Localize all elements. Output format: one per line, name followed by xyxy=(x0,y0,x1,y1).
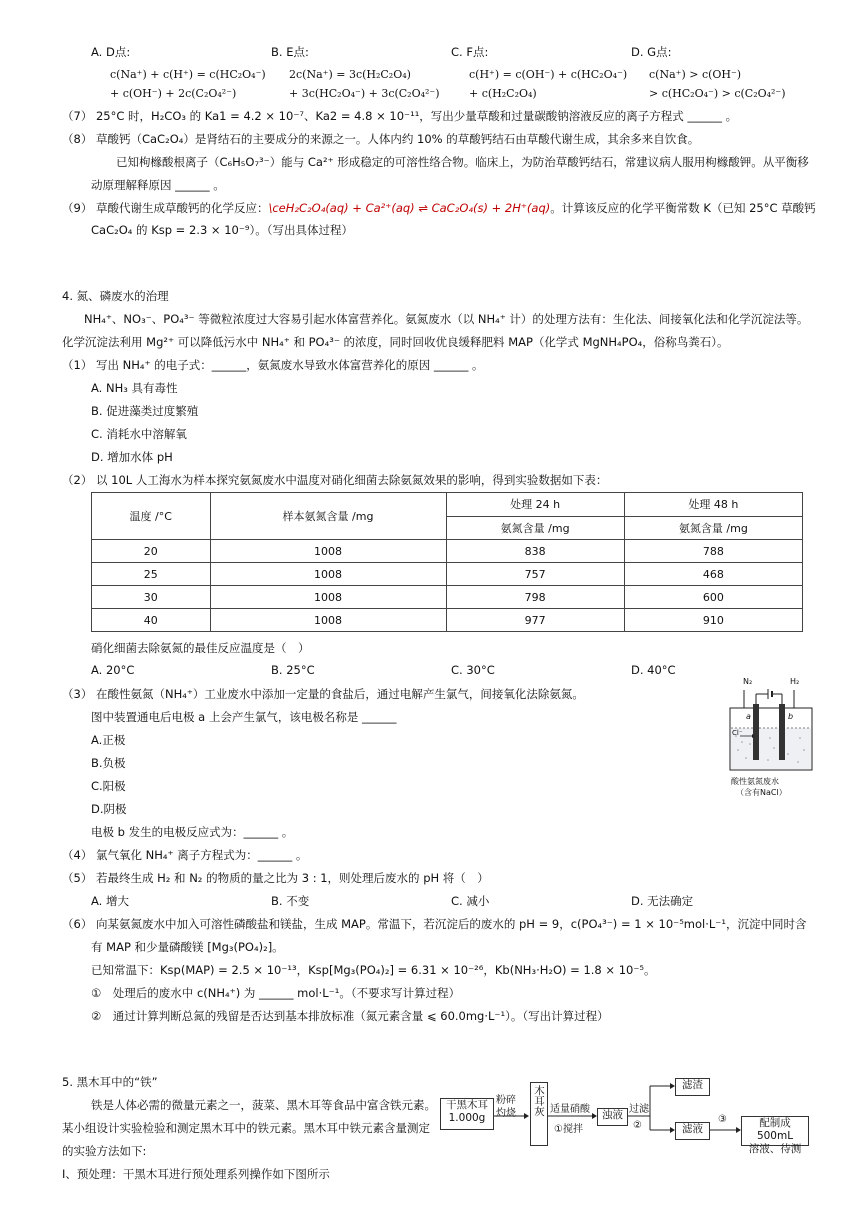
section-5-para3: 的实验方法如下: xyxy=(62,1144,147,1158)
flow-start-mass: 1.000g xyxy=(448,1112,486,1124)
s4-q2-option-a: A. 20°C xyxy=(91,663,135,677)
s4-q2-option-b: B. 25°C xyxy=(271,663,315,677)
option-a-line2: + c(OH⁻) + 2c(C₂O₄²⁻) xyxy=(110,87,237,100)
section-4-para1: NH₄⁺、NO₃⁻、PO₄³⁻ 等微粒浓度过大容易引起水体富营养化。氨氮废水（以 NH₄⁺ 计）的处理方法有：生化法、间接氧化法和化学沉淀法等。 xyxy=(84,312,809,326)
s4-q3-option-b: B.负极 xyxy=(91,756,126,770)
section-5-para2: 某小组设计实验检验和测定黑木耳中的铁元素。黑木耳中铁元素含量测定 xyxy=(62,1121,430,1135)
flow-start-label: 干黑木耳 xyxy=(446,1099,488,1111)
s4-question-5: （5） 若最终生成 H₂ 和 N₂ 的物质的量之比为 3 : 1，则处理后废水的 pH 将（ ） xyxy=(62,871,489,885)
s4-q3-line2: 图中装置通电后电极 a 上会产生氯气，该电极名称是 ______ xyxy=(91,710,397,724)
data-table xyxy=(91,492,803,632)
s4-q3-option-a: A.正极 xyxy=(91,733,126,747)
section-4-title: 4. 氮、磷废水的治理 xyxy=(62,289,169,303)
s4-question-4: （4） 氯气氧化 NH₄⁺ 离子方程式为：______ 。 xyxy=(62,848,308,862)
option-b-line1: 2c(Na⁺) = 3c(H₂C₂O₄) xyxy=(289,68,411,81)
electrode-a-label: a xyxy=(746,712,751,721)
table-subheader-24h: 氨氮含量 /mg xyxy=(446,516,624,540)
option-d: D. G点: xyxy=(631,45,672,59)
table-subheader-48h: 氨氮含量 /mg xyxy=(624,516,802,540)
table-cell: 30 xyxy=(92,586,211,609)
question-9-equation: \ceH₂C₂O₄(aq) + Ca²⁺(aq) ⇌ CaC₂O₄(s) + 2H⁺(aq) xyxy=(268,201,551,215)
option-a: A. D点: xyxy=(91,45,131,59)
table-row xyxy=(92,563,803,586)
table-cell: 1008 xyxy=(210,609,446,632)
table-cell: 977 xyxy=(446,609,624,632)
flow-diagram xyxy=(440,1072,810,1155)
question-9-line1 xyxy=(62,200,816,216)
s4-q1-option-b: B. 促进藻类过度繁殖 xyxy=(91,404,199,418)
flow-filter-num: ② xyxy=(633,1120,642,1131)
option-c-line1: c(H⁺) = c(OH⁻) + c(HC₂O₄⁻) xyxy=(469,68,628,81)
s4-q1-option-a: A. NH₃ 具有毒性 xyxy=(91,381,178,395)
table-header-temp: 温度 /°C xyxy=(92,493,211,540)
section-5-title: 5. 黑木耳中的“铁” xyxy=(62,1075,158,1089)
table-row xyxy=(92,609,803,632)
figure-caption-2: （含有NaCl） xyxy=(736,788,787,797)
flow-turbid-box xyxy=(597,1108,628,1126)
electrolysis-figure xyxy=(726,677,818,798)
s4-question-6-line1: （6） 向某氨氮废水中加入可溶性磷酸盐和镁盐，生成 MAP。常温下，若沉淀后的废水的 pH = 9，c(PO₄³⁻) = 1 × 10⁻⁵mol·L⁻¹，沉淀中同时含 xyxy=(62,917,807,931)
flow-step1-crush: 粉碎 xyxy=(496,1095,516,1106)
table-cell: 1008 xyxy=(210,540,446,563)
table-row xyxy=(92,586,803,609)
section-5-para1: 铁是人体必需的微量元素之一，菠菜、黑木耳等食品中富含铁元素。 xyxy=(91,1098,436,1112)
table-header-sample: 样本氨氮含量 /mg xyxy=(210,493,446,540)
flow-ash-box xyxy=(530,1082,548,1146)
flow-ash-label: 木耳灰 xyxy=(533,1085,545,1117)
table-row xyxy=(92,540,803,563)
table-header-24h: 处理 24 h xyxy=(446,493,624,517)
table-cell: 910 xyxy=(624,609,802,632)
s4-q5-option-d: D. 无法确定 xyxy=(631,894,694,908)
option-d-line2: > c(HC₂O₄⁻) > c(C₂O₄²⁻) xyxy=(649,87,786,100)
s4-q5-option-a: A. 增大 xyxy=(91,894,129,908)
flow-start-box xyxy=(440,1098,494,1130)
flow-final-line1: 配制成500mL xyxy=(756,1117,794,1142)
figure-caption-1: 酸性氨氮废水 xyxy=(731,777,779,786)
s4-q1-option-c: C. 消耗水中溶解氧 xyxy=(91,427,187,441)
option-b: B. E点: xyxy=(271,45,309,59)
option-d-line1: c(Na⁺) > c(OH⁻) xyxy=(649,68,742,81)
table-cell: 20 xyxy=(92,540,211,563)
flow-final-line2: 溶液、待测 xyxy=(748,1143,802,1155)
flow-acid-label: 适量硝酸 xyxy=(550,1104,590,1115)
flow-final-box xyxy=(741,1116,809,1155)
s4-question-6-line4: ① 处理后的废水中 c(NH₄⁺) 为 ______ mol·L⁻¹。（不要求写计算过程） xyxy=(91,986,461,1000)
flow-step3-label: ③ xyxy=(718,1114,727,1125)
flow-residue-box xyxy=(675,1078,710,1096)
question-9-lead: （9） 草酸代谢生成草酸钙的化学反应： xyxy=(62,201,269,215)
option-c: C. F点: xyxy=(451,45,489,59)
s4-question-3: （3） 在酸性氨氮（NH₄⁺）工业废水中添加一定量的食盐后，通过电解产生氯气，间接氧化法除氨氮。 xyxy=(62,687,584,701)
option-b-line2: + 3c(HC₂O₄⁻) + 3c(C₂O₄²⁻) xyxy=(289,87,440,100)
table-cell: 40 xyxy=(92,609,211,632)
question-8-line1: （8） 草酸钙（CaC₂O₄）是肾结石的主要成分的来源之一。人体内约 10% 的草酸钙结石由草酸代谢生成，其余多来自饮食。 xyxy=(62,132,700,146)
table-cell: 1008 xyxy=(210,563,446,586)
s4-q5-option-b: B. 不变 xyxy=(271,894,310,908)
s4-question-6-line2: 有 MAP 和少量磷酸镁 [Mg₃(PO₄)₂]。 xyxy=(91,940,284,954)
flow-filtrate-label: 滤液 xyxy=(682,1123,703,1135)
s4-q2-option-c: C. 30°C xyxy=(451,663,495,677)
flow-stir-label: ①搅拌 xyxy=(554,1124,583,1135)
table-cell: 1008 xyxy=(210,586,446,609)
flow-residue-label: 滤渣 xyxy=(682,1079,703,1091)
s4-question-6-line3: 已知常温下：Ksp(MAP) = 2.5 × 10⁻¹³，Ksp[Mg₃(PO₄)₂] = 6.31 × 10⁻²⁶，Kb(NH₃·H₂O) = 1.8 × 10⁻⁵。 xyxy=(91,963,656,977)
question-8-line3: 动原理解释原因 ______ 。 xyxy=(91,178,225,192)
flow-filter-label: 过滤 xyxy=(629,1104,649,1115)
table-cell: 25 xyxy=(92,563,211,586)
s4-question-1: （1） 写出 NH₄⁺ 的电子式：______，氨氮废水导致水体富营养化的原因 ______ 。 xyxy=(62,358,484,372)
chloride-label: Cl⁻ xyxy=(732,729,743,737)
s4-q2-ask: 硝化细菌去除氨氮的最佳反应温度是（ ） xyxy=(91,641,310,655)
flow-filtrate-box xyxy=(675,1122,710,1140)
flow-step1-burn: 灼烧 xyxy=(496,1108,516,1119)
table-cell: 838 xyxy=(446,540,624,563)
s4-q2-option-d: D. 40°C xyxy=(631,663,676,677)
s4-q3-option-d: D.阴极 xyxy=(91,802,127,816)
s4-question-6-line5: ② 通过计算判断总氮的残留是否达到基本排放标准（氮元素含量 ⩽ 60.0mg·L⁻¹）。（写出计算过程） xyxy=(91,1009,609,1023)
table-cell: 798 xyxy=(446,586,624,609)
section-4-para2: 化学沉淀法利用 Mg²⁺ 可以降低污水中 NH₄⁺ 和 PO₄³⁻ 的浓度，同时回收优良缓释肥料 MAP（化学式 MgNH₄PO₄，俗称鸟粪石）。 xyxy=(62,335,729,349)
h2-label: H₂ xyxy=(790,677,800,686)
n2-label: N₂ xyxy=(743,677,753,686)
question-9-line2: CaC₂O₄ 的 Ksp = 2.3 × 10⁻⁹）。（写出具体过程） xyxy=(91,223,354,237)
option-c-line2: + c(H₂C₂O₄) xyxy=(469,87,537,100)
flow-step1 xyxy=(496,1094,516,1120)
option-a-line1: c(Na⁺) + c(H⁺) = c(HC₂O₄⁻) xyxy=(110,68,266,81)
question-7: （7） 25°C 时，H₂CO₃ 的 Ka1 = 4.2 × 10⁻⁷、Ka2 = 4.8 × 10⁻¹¹，写出少量草酸和过量碳酸钠溶液反应的离子方程式 ______ 。 xyxy=(62,109,738,123)
s4-q3-option-c: C.阳极 xyxy=(91,779,126,793)
table-header-48h: 处理 48 h xyxy=(624,493,802,517)
table-cell: 757 xyxy=(446,563,624,586)
s4-q5-option-c: C. 减小 xyxy=(451,894,490,908)
electrode-b-label: b xyxy=(788,712,794,721)
electrolysis-diagram xyxy=(726,680,818,776)
question-9-tail: 。计算该反应的化学平衡常数 K（已知 25°C 草酸钙 xyxy=(550,201,816,215)
s4-question-2: （2） 以 10L 人工海水为样本探究氨氮废水中温度对硝化细菌去除氨氮效果的影响，得到实验数据如下表： xyxy=(62,473,608,487)
table-cell: 788 xyxy=(624,540,802,563)
flow-turbid-label: 浊液 xyxy=(602,1109,623,1121)
section-5-para4: Ⅰ、预处理：干黑木耳进行预处理系列操作如下图所示 xyxy=(62,1167,330,1181)
s4-q3-line3: 电极 b 发生的电极反应式为：______ 。 xyxy=(91,825,294,839)
table-cell: 468 xyxy=(624,563,802,586)
s4-q1-option-d: D. 增加水体 pH xyxy=(91,450,173,464)
question-8-line2: 已知枸橼酸根离子（C₆H₅O₇³⁻）能与 Ca²⁺ 形成稳定的可溶性络合物。临床上，为防治草酸钙结石，常建议病人服用枸橼酸钾。从平衡移 xyxy=(116,155,809,169)
table-cell: 600 xyxy=(624,586,802,609)
